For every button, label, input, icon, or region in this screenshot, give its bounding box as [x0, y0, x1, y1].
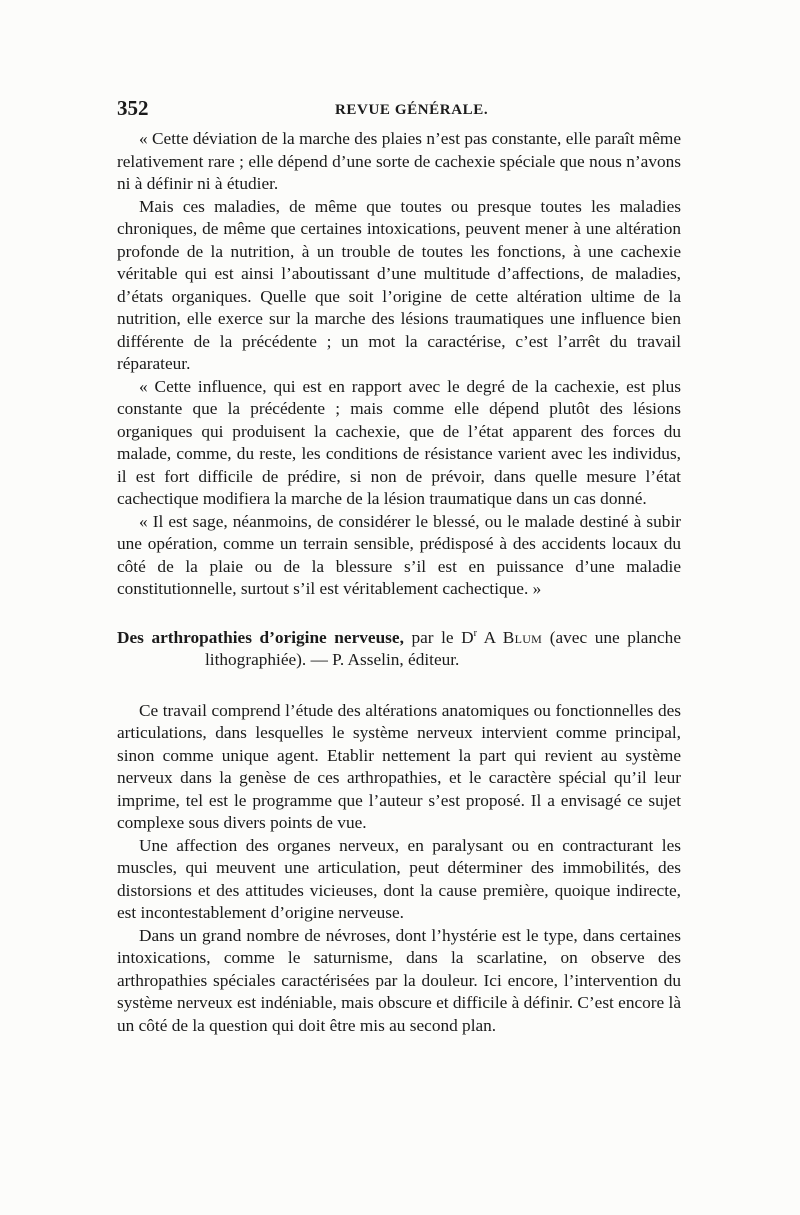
- review-title: Des arthropathies d’origine nerveuse,: [117, 627, 404, 647]
- paragraph-2: Mais ces maladies, de même que toutes ou presque toutes les maladies chroniques, de même que certaines intoxications, peuvent mener à une altération profonde de la nutrition, à un trouble de toutes les fonctions, à une cachexie véritable qui est ainsi l’aboutissant d’une multitude d’affections, de maladies, d’états organiques. Quelle que soit l’origine de cette altération ultime de la nutrition, elle exerce sur la marche des lésions traumatiques une influence bien différente de la précédente ; un mot la caractérise, c’est l’arrêt du travail réparateur.: [117, 196, 681, 373]
- review-by-sup: r: [473, 627, 478, 639]
- body-text: [117, 128, 681, 1037]
- running-head: REVUE GÉNÉRALE.: [335, 102, 489, 118]
- paragraph-4: « Il est sage, néanmoins, de considérer le blessé, ou le malade destiné à subir une opération, comme un terrain sensible, prédisposé à des accidents locaux du côté de la plaie ou de la blessure s’il est en puissance d’une maladie constitutionnelle, surtout s’il est véritablement cachectique. »: [117, 511, 681, 598]
- page-header: [117, 96, 681, 122]
- review-author-name: Blum: [502, 627, 543, 647]
- review-author-initial: A: [477, 627, 503, 647]
- review-paragraph-2: Une affection des organes nerveux, en paralysant ou en contracturant les muscles, qui meuvent une articulation, peut déterminer des immobilités, des distorsions et des attitudes vicieuses, dont la cause première, quoique indirecte, est incontestablement d’origine nerveuse.: [117, 835, 681, 922]
- review-heading: [117, 627, 681, 672]
- review-by: par le D: [403, 627, 474, 647]
- page-number: 352: [117, 96, 149, 120]
- review-publication: (avec une planche lithographiée). — P. Asselin, éditeur.: [205, 627, 681, 669]
- review-paragraph-1: Ce travail comprend l’étude des altérations anatomiques ou fonctionnelles des articulations, dans lesquelles le système nerveux intervient comme principal, sinon comme unique agent. Etablir nettement la part qui revient au système nerveux dans la genèse de ces arthropathies, et le caractère spécial qu’il leur imprime, tel est le programme que l’auteur s’est proposé. Il a envisagé ce sujet complexe sous divers points de vue.: [117, 700, 681, 832]
- review-paragraph-3: Dans un grand nombre de névroses, dont l’hystérie est le type, dans certaines intoxications, comme le saturnisme, dans la scarlatine, on observe des arthropathies spéciales caractérisées par la douleur. Ici encore, l’intervention du système nerveux est indéniable, mais obscure et difficile à définir. C’est encore là un côté de la question qui doit être mis au second plan.: [117, 925, 682, 1035]
- paragraph-3: « Cette influence, qui est en rapport avec le degré de la cachexie, est plus constante que la précédente ; mais comme elle dépend plutôt des lésions organiques qui produisent la cachexie, que de l’état apparent des forces du malade, comme, du reste, les conditions de résistance varient avec les individus, il est fort difficile de prédire, si non de prévoir, dans quelle mesure l’état cachectique modifiera la marche de la lésion traumatique dans un cas donné.: [117, 376, 681, 508]
- paragraph-1: « Cette déviation de la marche des plaies n’est pas constante, elle paraît même relativement rare ; elle dépend d’une sorte de cachexie spéciale que nous n’avons ni à définir ni à étudier.: [117, 129, 681, 193]
